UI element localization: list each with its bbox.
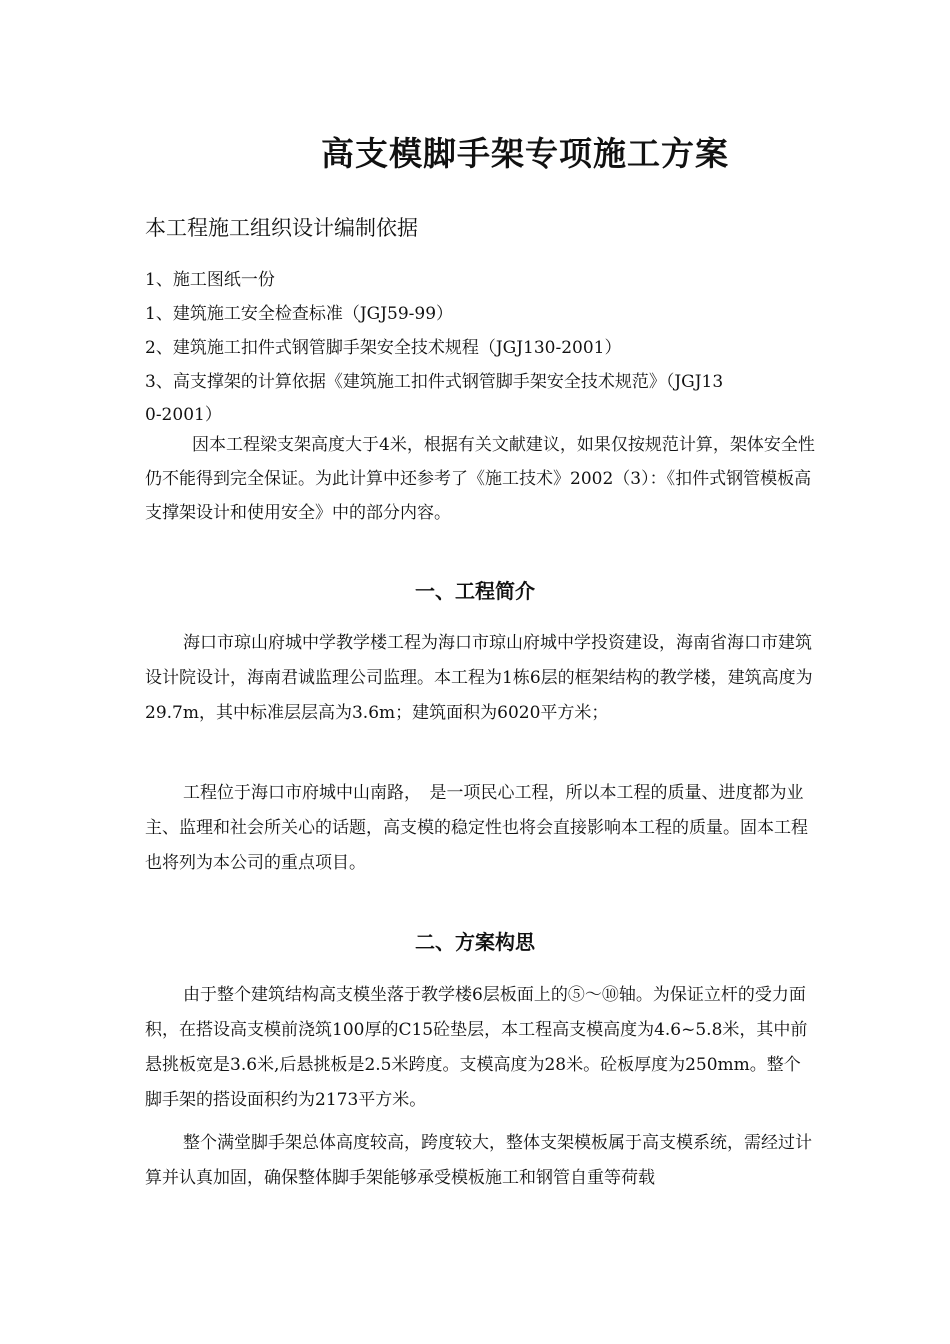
section-heading: 一、工程简介 bbox=[415, 579, 535, 603]
section1-paragraph: 海口市琼山府城中学教学楼工程为海口市琼山府城中学投资建设，海南省海口市建筑设计院设计，海南君诚监理公司监理。本工程为1栋6层的框架结构的教学楼，建筑高度为29.7m，其中标准层层高为3.6m；建筑面积为6020平方米； bbox=[145, 633, 813, 723]
section2-paragraph: 整个满堂脚手架总体高度较高，跨度较大，整体支架模板属于高支模系统，需经过计算并认真加固，确保整体脚手架能够承受模板施工和钢管自重等荷载 bbox=[145, 1133, 812, 1188]
section1-paragraph: 工程位于海口市府城中山南路， 是一项民心工程，所以本工程的质量、进度都为业主、监理和社会所关心的话题，高支模的稳定性也将会直接影响本工程的质量。固本工程也将列为本公司的重点项目。 bbox=[145, 783, 808, 873]
section2-paragraph: 由于整个建筑结构高支模坐落于教学楼6层板面上的⑤～⑩轴。为保证立杆的受力面积，在搭设高支模前浇筑100厚的C15砼垫层，本工程高支模高度为4.6~5.8米，其中前悬挑板宽是3.6米,后悬挑板是2.5米跨度。支模高度为28米。砼板厚度为250mm。整个脚手架的搭设面积约为2173平方米。 bbox=[145, 985, 808, 1110]
basis-heading: 本工程施工组织设计编制依据 bbox=[145, 216, 418, 240]
document-title: 高支模脚手架专项施工方案 bbox=[321, 134, 729, 173]
basis-item: 1、建筑施工安全检查标准（JGJ59-99） bbox=[145, 304, 454, 324]
section-heading: 二、方案构思 bbox=[415, 930, 535, 954]
basis-item: 2、建筑施工扣件式钢管脚手架安全技术规程（JGJ130-2001） bbox=[145, 338, 622, 358]
basis-paragraph: 因本工程梁支架高度大于4米，根据有关文献建议，如果仅按规范计算，架体安全性仍不能得到完全保证。为此计算中还参考了《施工技术》2002（3）：《扣件式钢管模板高支撑架设计和使用安全》中的部分内容。 bbox=[145, 435, 815, 523]
basis-item: 3、高支撑架的计算依据《建筑施工扣件式钢管脚手架安全技术规范》（JGJ13 bbox=[145, 372, 724, 392]
basis-item: 1、施工图纸一份 bbox=[145, 270, 275, 290]
basis-item: 0-2001） bbox=[145, 405, 222, 425]
